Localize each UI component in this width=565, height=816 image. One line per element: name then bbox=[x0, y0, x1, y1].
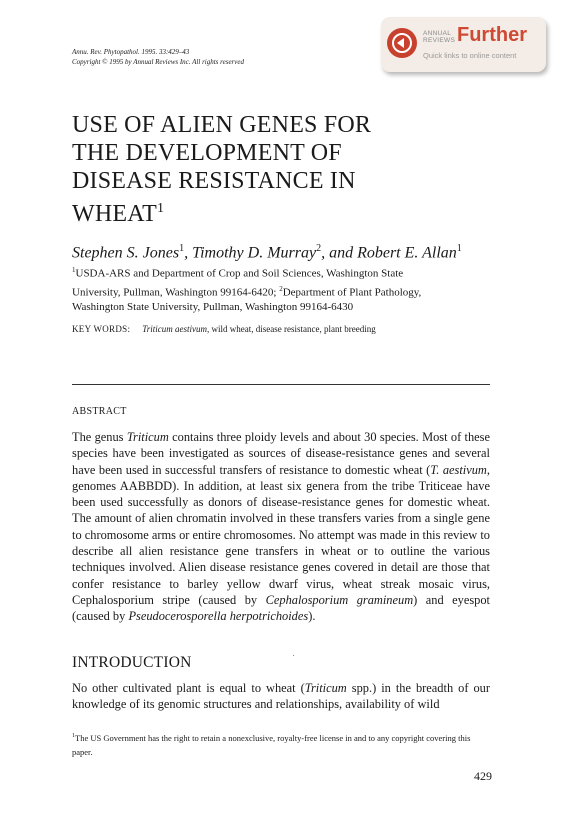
author-name: Robert E. Allan bbox=[357, 244, 457, 262]
badge-brand-text: ANNUAL REVIEWS bbox=[423, 30, 456, 44]
author-name: Stephen S. Jones bbox=[72, 244, 180, 262]
key-words: KEY WORDS: Triticum aestivum, wild wheat, disease resistance, plant breeding bbox=[72, 324, 376, 334]
author-name: Timothy D. Murray bbox=[192, 244, 317, 262]
journal-header bbox=[72, 47, 244, 67]
abstract-text: The genus Triticum contains three ploidy levels and about 30 species. Most of these species have been investigated as sources of disease-resistance genes and several have been used in successful transfers of resistance to domestic wheat (T. aestivum, genomes AABBDD). In addition, at least six genera from the tribe Triticeae have been used successfully as donors of disease-resistance genes for domestic wheat. The amount of alien chromatin involved in these transfers varies from a single gene to chromosome arms or entire chromosomes. No attempt was made in this review to describe all alien resistance gene transfers in wheat or to outline the various techniques involved. Alien disease resistance genes covered in detail are those that confer resistance to barley yellow dwarf virus, wheat streak mosaic virus, Cephalosporium stripe (caused by Cephalosporium gramineum) and eyespot (caused by Pseudocerosporella herpotrichoides). bbox=[72, 430, 490, 624]
introduction-heading: INTRODUCTION bbox=[72, 654, 192, 671]
journal-citation: Annu. Rev. Phytopathol. 1995. 33:429–43 bbox=[72, 48, 190, 56]
section-divider bbox=[72, 384, 490, 385]
article-title: USE OF ALIEN GENES FOR THE DEVELOPMENT OF DISEASE RESISTANCE IN WHEAT$^1$ bbox=[72, 112, 372, 227]
further-links-badge[interactable] bbox=[381, 17, 546, 72]
journal-copyright: Copyright © 1995 by Annual Reviews Inc. All rights reserved bbox=[72, 58, 244, 66]
scan-speck bbox=[293, 655, 294, 656]
key-words-label: KEY WORDS: bbox=[72, 324, 131, 334]
title-footnote-mark[interactable]: 1 bbox=[156, 201, 165, 216]
annual-reviews-logo-icon bbox=[387, 28, 417, 58]
badge-subtitle: Quick links to online content bbox=[423, 51, 517, 60]
affiliations: $^1$USDA-ARS and Department of Crop and Soil Sciences, Washington State University, Pullman, Washington 99164-6420; $^2$Department of Plant Pathology, Washington State University, Pullman, Washington 99164-6430 bbox=[72, 266, 422, 314]
author-line: Stephen S. Jones$^1$, Timothy D. Murray$^2$, and Robert E. Allan$^1$ bbox=[72, 243, 462, 262]
footnote: $^1$The US Government has the right to retain a nonexclusive, royalty-free license in and to any copyright covering this paper. bbox=[72, 732, 471, 757]
introduction-text: No other cultivated plant is equal to wheat (Triticum spp.) in the breadth of our knowledge of its genomic structures and relationships, availability of wild bbox=[72, 681, 490, 712]
page-number: 429 bbox=[474, 769, 492, 783]
abstract-heading: ABSTRACT bbox=[72, 406, 127, 417]
badge-further-label: Further bbox=[457, 24, 527, 46]
